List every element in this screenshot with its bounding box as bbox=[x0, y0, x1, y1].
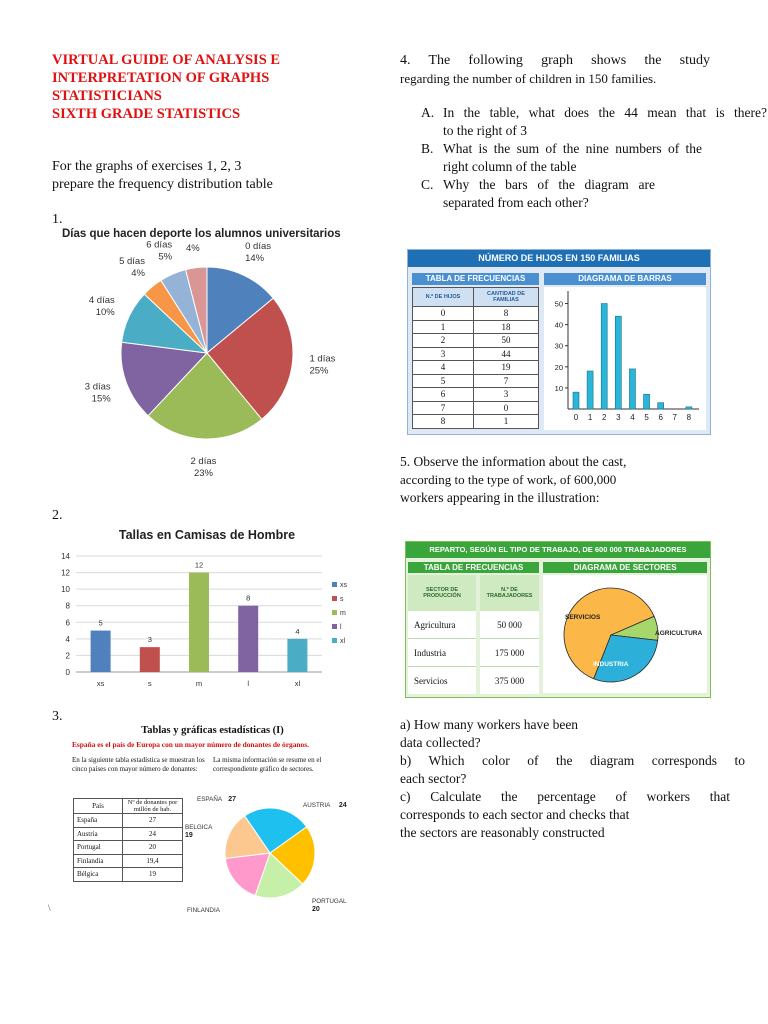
table-cell: Bélgica bbox=[74, 868, 123, 882]
table-cell: 0 bbox=[474, 401, 539, 415]
question-text: What is the sum of the nine numbers of the bbox=[443, 141, 702, 156]
table-header-cell: País bbox=[74, 799, 123, 814]
y-tick-label: 40 bbox=[554, 320, 563, 330]
pie-value-label: 24 bbox=[338, 802, 347, 809]
x-tick-label: xl bbox=[294, 679, 301, 688]
legend-swatch bbox=[332, 610, 337, 615]
table-row bbox=[74, 827, 183, 841]
question-text: In the table, what does the 44 mean that is there? bbox=[443, 105, 767, 120]
bar bbox=[140, 647, 160, 672]
pie-value-label: 27 bbox=[228, 796, 236, 803]
ex4-children-panel bbox=[407, 249, 711, 435]
stray-backslash: \ bbox=[48, 903, 51, 913]
x-tick-label: 0 bbox=[573, 413, 579, 422]
table-cell: 375 000 bbox=[494, 675, 525, 686]
table-row bbox=[408, 611, 539, 639]
table-cell: 8 bbox=[413, 415, 474, 429]
y-tick-label: 4 bbox=[65, 634, 70, 644]
table-row bbox=[408, 639, 539, 667]
table-header-cell: SECTOR DE PRODUCCIÓN bbox=[408, 575, 478, 611]
legend-label: xl bbox=[340, 638, 346, 645]
table-cell: 6 bbox=[413, 388, 474, 402]
legend-swatch bbox=[332, 596, 337, 601]
pie-percent-label: 23% bbox=[193, 467, 213, 479]
data-label: 8 bbox=[246, 593, 251, 603]
table-row bbox=[413, 415, 539, 429]
question-text: right column of the table bbox=[443, 159, 577, 174]
data-label: 5 bbox=[98, 618, 103, 628]
ex5-chart-title: DIAGRAMA DE SECTORES bbox=[543, 562, 707, 573]
pie-percent-label: 4% bbox=[131, 267, 145, 279]
pie-label: 0 días bbox=[245, 240, 272, 252]
table-cell: 8 bbox=[474, 307, 539, 321]
legend-swatch bbox=[332, 624, 337, 629]
y-tick-label: 6 bbox=[65, 618, 70, 628]
table-cell: 3 bbox=[413, 347, 474, 361]
ex5-questions bbox=[400, 716, 745, 842]
question-text: corresponds to each sector and checks that bbox=[400, 807, 630, 822]
pie-label: AGRICULTURA bbox=[655, 630, 703, 637]
ex5-table-title: TABLA DE FRECUENCIAS bbox=[408, 562, 539, 573]
bar bbox=[601, 304, 607, 409]
bar bbox=[615, 316, 621, 409]
bar bbox=[573, 392, 579, 409]
intro-line: prepare the frequency distribution table bbox=[52, 177, 273, 192]
x-tick-label: 8 bbox=[686, 413, 692, 422]
ex4-intro-line: 4. The following graph shows the study bbox=[400, 53, 710, 68]
question-label: B. bbox=[421, 141, 434, 156]
ex1-chart-title: Días que hacen deporte los alumnos universitarios bbox=[62, 228, 341, 240]
table-row bbox=[74, 854, 183, 868]
ex2-chart-title: Tallas en Camisas de Hombre bbox=[118, 528, 296, 542]
table-cell: 50 000 bbox=[478, 611, 539, 639]
question-text: separated from each other? bbox=[443, 195, 589, 210]
pie-label: 6 días bbox=[146, 240, 173, 251]
x-tick-label: l bbox=[247, 679, 250, 688]
table-header-cell: N.º DE TRABAJADORES bbox=[486, 587, 533, 599]
table-cell: 5 bbox=[413, 374, 474, 388]
table-header-cell: Nº de donantes por millón de hab. bbox=[123, 799, 183, 814]
bar bbox=[629, 369, 635, 409]
pie-value-label: 19 bbox=[185, 832, 193, 839]
ex5-frequency-table-box bbox=[408, 562, 539, 694]
ex4-intro-line: regarding the number of children in 150 families. bbox=[400, 71, 657, 86]
pie-label: 2 días bbox=[190, 455, 217, 467]
question-text: c) Calculate the percentage of workers that bbox=[400, 789, 730, 804]
pie-percent-label: 5% bbox=[158, 251, 173, 263]
ex4-chart-title: DIAGRAMA DE BARRAS bbox=[544, 273, 706, 285]
question-label: A. bbox=[421, 105, 435, 120]
ex4-table-title: TABLA DE FRECUENCIAS bbox=[412, 273, 539, 285]
y-tick-label: 14 bbox=[61, 552, 70, 561]
question-text: each sector? bbox=[400, 771, 467, 786]
table-cell: 7 bbox=[413, 401, 474, 415]
bar bbox=[587, 371, 593, 409]
pie-label: 1 días bbox=[309, 353, 336, 365]
ex3-subheading: España es el país de Europa con un mayor número de donantes de órganos. bbox=[72, 740, 309, 749]
question-c bbox=[421, 176, 768, 194]
x-tick-label: 1 bbox=[587, 413, 593, 422]
table-row bbox=[413, 347, 539, 361]
x-tick-label: 7 bbox=[672, 413, 678, 422]
table-cell: 3 bbox=[474, 388, 539, 402]
data-label: 12 bbox=[194, 560, 204, 570]
ex3-pie-chart bbox=[185, 793, 355, 913]
question-text: to the right of 3 bbox=[443, 123, 527, 138]
intro-instructions bbox=[52, 158, 382, 194]
table-row bbox=[413, 361, 539, 375]
bar bbox=[644, 394, 650, 409]
title-line: VIRTUAL GUIDE OF ANALYSIS E bbox=[52, 52, 281, 68]
table-row bbox=[413, 388, 539, 402]
worksheet-title bbox=[52, 51, 382, 123]
x-tick-label: m bbox=[195, 679, 203, 688]
table-cell: 1 bbox=[413, 320, 474, 334]
ex5-panel-title: REPARTO, SEGÚN EL TIPO DE TRABAJO, DE 600 000 TRABAJADORES bbox=[406, 542, 710, 558]
pie-label: PORTUGAL bbox=[312, 898, 347, 905]
question-text: data collected? bbox=[400, 735, 481, 750]
table-cell: 27 bbox=[123, 814, 183, 828]
table-cell: España bbox=[74, 814, 123, 828]
x-tick-label: xs bbox=[96, 679, 105, 688]
table-cell: 44 bbox=[474, 347, 539, 361]
table-cell: 24 bbox=[123, 827, 183, 841]
ex5-pie-box bbox=[543, 562, 707, 693]
ex1-pie-chart bbox=[52, 240, 372, 480]
legend-label: l bbox=[340, 624, 342, 631]
table-cell: 18 bbox=[474, 320, 539, 334]
table-row bbox=[413, 320, 539, 334]
table-row bbox=[413, 374, 539, 388]
title-line: INTERPRETATION OF GRAPHS bbox=[52, 70, 270, 86]
pie-label: 4 días bbox=[88, 294, 115, 306]
y-tick-label: 8 bbox=[65, 601, 70, 611]
y-tick-label: 10 bbox=[554, 383, 563, 393]
x-tick-label: 5 bbox=[644, 413, 649, 422]
exercise-2-number: 2. bbox=[52, 508, 63, 523]
question-text: Why the bars of the diagram are bbox=[443, 177, 655, 192]
pie-percent-label: 15% bbox=[91, 393, 111, 405]
ex4-frequency-table bbox=[412, 287, 539, 429]
table-cell: 4 bbox=[413, 361, 474, 375]
title-line: SIXTH GRADE STATISTICS bbox=[52, 106, 241, 122]
table-cell: 19 bbox=[123, 868, 183, 882]
ex4-panel-title: NÚMERO DE HIJOS EN 150 FAMILIAS bbox=[408, 250, 710, 267]
table-header-row bbox=[408, 575, 539, 611]
question-text: the sectors are reasonably constructed bbox=[400, 825, 605, 840]
pie-label: 3 días bbox=[84, 381, 111, 393]
x-tick-label: 2 bbox=[601, 413, 607, 422]
question-b bbox=[421, 140, 768, 158]
pie-label: BELGICA bbox=[185, 824, 213, 831]
y-tick-label: 50 bbox=[554, 299, 563, 309]
table-row bbox=[413, 334, 539, 348]
table-cell: Portugal bbox=[74, 841, 123, 855]
table-header-row bbox=[74, 799, 183, 814]
x-tick-label: 4 bbox=[630, 413, 635, 422]
ex3-organ-donor-figure bbox=[70, 725, 355, 913]
ex4-questions bbox=[421, 104, 768, 212]
bar bbox=[658, 403, 664, 409]
ex5-intro-line: according to the type of work, of 600,000 bbox=[400, 472, 617, 487]
table-cell: 175 000 bbox=[478, 639, 539, 667]
pie-label: SERVICIOS bbox=[565, 614, 601, 621]
ex2-bar-chart bbox=[52, 548, 362, 693]
pie-percent-label: 14% bbox=[245, 252, 265, 264]
table-cell: Austria bbox=[74, 827, 123, 841]
y-tick-label: 30 bbox=[554, 341, 563, 351]
table-cell: 7 bbox=[474, 374, 539, 388]
y-tick-label: 2 bbox=[65, 651, 70, 661]
title-line: STATISTICIANS bbox=[52, 88, 162, 104]
table-row bbox=[413, 307, 539, 321]
ex5-intro bbox=[400, 453, 720, 507]
table-cell: 19,4 bbox=[123, 854, 183, 868]
pie-label: FINLANDIA bbox=[187, 907, 220, 913]
x-tick-label: s bbox=[147, 679, 152, 688]
bar bbox=[287, 639, 307, 672]
question-text: b) Which color of the diagram corresponds to bbox=[400, 753, 745, 768]
pie-percent-label: 10% bbox=[95, 306, 115, 318]
table-row bbox=[408, 667, 539, 695]
x-tick-label: 3 bbox=[616, 413, 621, 422]
table-row bbox=[74, 814, 183, 828]
bar bbox=[91, 631, 111, 672]
legend-label: xs bbox=[340, 582, 347, 589]
bar bbox=[238, 606, 258, 672]
table-cell: Industria bbox=[408, 639, 478, 667]
table-cell: 0 bbox=[413, 307, 474, 321]
ex3-heading: Tablas y gráficas estadísticas (I) bbox=[141, 725, 284, 736]
pie-label: INDUSTRIA bbox=[593, 661, 629, 668]
table-cell: 1 bbox=[474, 415, 539, 429]
exercise-1-number: 1. bbox=[52, 212, 63, 227]
table-row bbox=[74, 868, 183, 882]
y-tick-label: 20 bbox=[554, 362, 563, 372]
question-a bbox=[421, 104, 768, 122]
pie-percent-label: 25% bbox=[309, 365, 329, 377]
table-row bbox=[74, 841, 183, 855]
table-header-row bbox=[413, 288, 539, 307]
ex4-intro bbox=[400, 52, 710, 88]
legend-swatch bbox=[332, 638, 337, 643]
table-cell: Agricultura bbox=[408, 611, 478, 639]
pie-label: AUSTRIA bbox=[303, 802, 331, 809]
pie-label bbox=[180, 240, 206, 242]
data-label: 4 bbox=[295, 626, 300, 636]
question-text: a) How many workers have been bbox=[400, 717, 579, 732]
table-header-cell: N.º DE HIJOS bbox=[413, 288, 474, 307]
ex3-donor-table bbox=[73, 798, 183, 882]
bar bbox=[686, 407, 692, 409]
ex5-pie-chart bbox=[543, 575, 707, 693]
ex3-para-right: La misma información se resume en el correspondiente gráfico de sectores. bbox=[213, 756, 322, 773]
ex5-frequency-table bbox=[408, 575, 539, 694]
pie-label: ESPAÑA bbox=[197, 796, 223, 803]
intro-line: For the graphs of exercises 1, 2, 3 bbox=[52, 159, 242, 174]
legend-label: m bbox=[340, 610, 346, 617]
ex5-intro-line: workers appearing in the illustration: bbox=[400, 490, 600, 505]
data-label: 3 bbox=[147, 635, 152, 645]
table-row bbox=[413, 401, 539, 415]
table-cell: Finlandia bbox=[74, 854, 123, 868]
table-cell: 19 bbox=[474, 361, 539, 375]
pie-label: 5 días bbox=[119, 255, 145, 267]
x-tick-label: 6 bbox=[658, 413, 663, 422]
y-tick-label: 10 bbox=[61, 585, 70, 595]
question-label: C. bbox=[421, 177, 434, 192]
ex5-workers-panel bbox=[405, 541, 711, 698]
exercise-3-number: 3. bbox=[52, 709, 63, 724]
bar bbox=[189, 573, 209, 672]
ex4-bar-box bbox=[544, 273, 706, 430]
legend-swatch bbox=[332, 582, 337, 587]
table-cell: 50 bbox=[474, 334, 539, 348]
table-cell: 20 bbox=[123, 841, 183, 855]
ex5-intro-line: 5. Observe the information about the cast, bbox=[400, 454, 627, 469]
pie-value-label: 20 bbox=[312, 906, 320, 913]
y-tick-label: 0 bbox=[65, 668, 70, 677]
table-cell: 2 bbox=[413, 334, 474, 348]
ex4-bar-chart bbox=[544, 287, 706, 430]
legend-label: s bbox=[340, 596, 344, 603]
table-header-cell: CANTIDAD DE FAMILIAS bbox=[474, 288, 539, 307]
ex4-frequency-table-box bbox=[412, 273, 539, 429]
table-cell: Servicios bbox=[408, 667, 478, 695]
pie-percent-label: 4% bbox=[185, 242, 200, 254]
y-tick-label: 12 bbox=[61, 568, 70, 578]
ex3-para-left: En la siguiente tabla estadística se muestran los cinco países con mayor número de donantes: bbox=[72, 756, 205, 773]
